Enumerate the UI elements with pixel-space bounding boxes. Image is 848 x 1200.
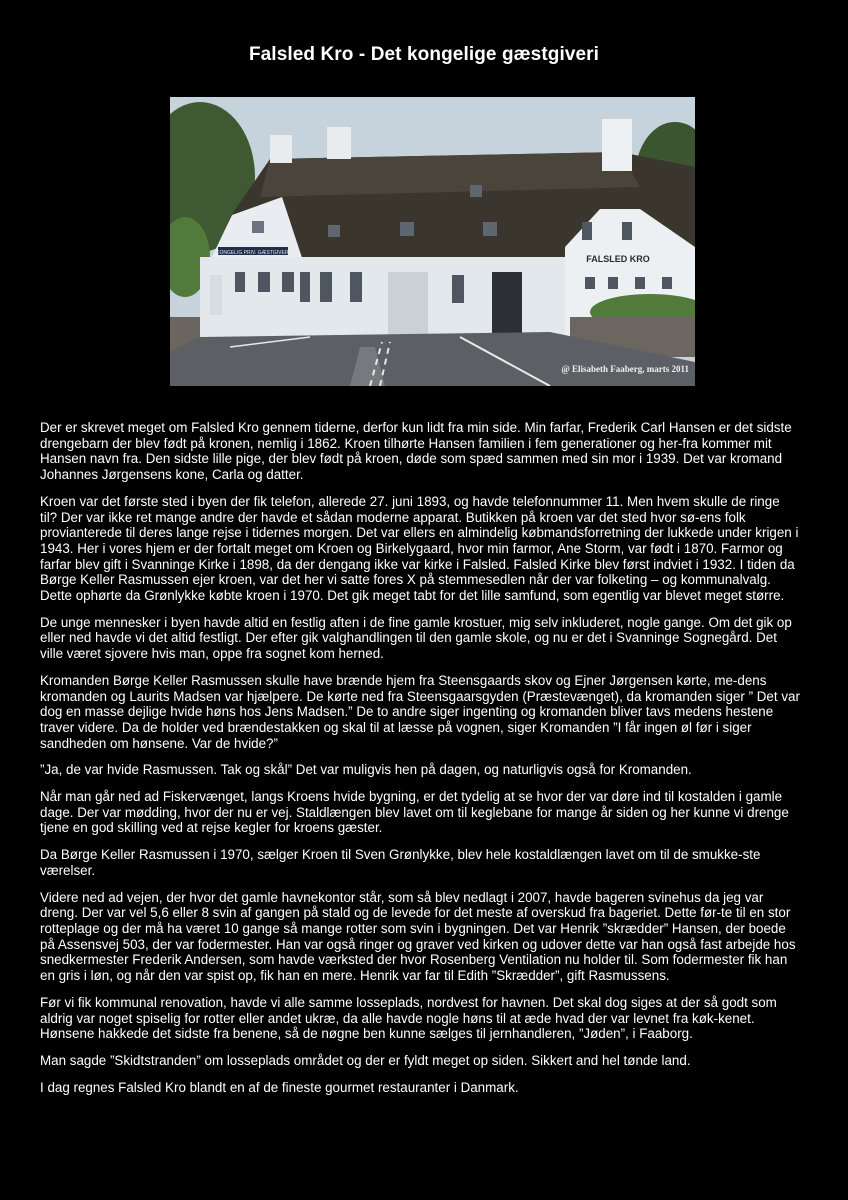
paragraph: Da Børge Keller Rasmussen i 1970, sælger Kroen til Sven Grønlykke, blev hele kostaldlængen lavet om til de smukke-ste værelser.: [40, 847, 761, 878]
paragraph: Man sagde ”Skidtstranden” om losseplads området og der er fyldt meget op siden. Sikkert and hel tønde land.: [40, 1052, 691, 1068]
inn-photo-drawing: [170, 97, 695, 386]
wall-sign-text: FALSLED KRO: [586, 254, 650, 264]
inn-photo: [170, 97, 695, 386]
paragraph: Når man går ned ad Fiskervænget, langs Kroens hvide bygning, er det tydelig at se hvor der var døre ind til kostalden i gamle dage. Der var mødding, hvor der nu er vej. Staldlængen blev lavet om til keglebane for mange år siden og her kunne vi drenge tjene en god skilling ved at rejse kegler for kroens gæster.: [40, 789, 789, 836]
paragraph: Videre ned ad vejen, der hvor det gamle havnekontor står, som så blev nedlagt i 2007, havde bageren svinehus da jeg var dreng. Der var vel 5,6 eller 8 svin af gangen på stald og de levede for det meste af overskud fra bageriet. Dette før-te til en stor rotteplage og der må ha været 10 gange så mange rotter som svin i bygningen. Det var Henrik ”skrædder” Hansen, der boede på Assensvej 503, der var fodermester. Han var også ringer og graver ved kirken og udover dette var han også fast arbejde hos snedkermester Frederik Andersen, som havde værksted der hvor Rosenberg Ventilation nu holder til. Som fodermester fik han en gris i løn, og når den var spist op, fik han en mere. Henrik var far til Edith ”Skrædder”, gift Rasmussens.: [40, 889, 796, 984]
photo-credit: @ Elisabeth Faaberg, marts 2011: [561, 364, 689, 374]
paragraph: Der er skrevet meget om Falsled Kro gennem tiderne, derfor kun lidt fra min side. Min farfar, Frederik Carl Hansen er det sidste drengebarn der blev født på kronen, nemlig i 1862. Kroen tilhørte Hansen familien i fem generationer og her-fra kommer mit Hansen navn fra. Den sidste lille pige, der blev født på kroen, døde som spæd sammen med sin mor i 1939. Det var kromand Johannes Jørgensens kone, Carla og datter.: [40, 420, 792, 483]
gable-sign-text: KONGELIG PRIV. GÆSTGIVERI: [216, 250, 290, 256]
article-body: [40, 420, 800, 1106]
paragraph: ”Ja, de var hvide Rasmussen. Tak og skål” Det var muligvis hen på dagen, og naturligvis også for Kromanden.: [40, 762, 692, 778]
paragraph: Før vi fik kommunal renovation, havde vi alle samme losseplads, nordvest for havnen. Det skal dog siges at der så godt som aldrig var noget spiselig for rotter eller andet ukræ, da alle havde nogle høns til at æde hvad der var levnet fra køk-kenet. Hønsene hakkede det sidste fra benene, så de nøgne ben kunne sælges til jernhandleren, ”Jøden”, i Faaborg.: [40, 994, 777, 1042]
paragraph: Kroen var det første sted i byen der fik telefon, allerede 27. juni 1893, og havde telefonnummer 11. Men hvem skulle de ringe til? Der var ikke ret mange andre der havde et sådan moderne apparat. Butikken på kroen var det sted hvor sø-ens folk provianterede til deres lange rejse i tidernes morgen. Det var ellers en almindelig købmandsforretning der lukkede under krigen i 1943. Her i vores hjem er der fortalt meget om Kroen og Birkelygaard, hvor min farmor, Ane Storm, var født i 1870. Farmor og farfar blev gift i Svanninge Kirke i 1898, da der dengang ikke var kirke i Falsled. Falsled Kirke blev først indviet i 1932. I tiden da Børge Keller Rasmussen ejer kroen, var det her vi satte fores X på stemmesedlen når der var folketing – og kommunalvalg. Dette ophørte da Grønlykke købte kroen i 1970. Det gik meget tabt for det lille samfund, som egentlig var blevet meget større.: [40, 493, 799, 604]
paragraph: Kromanden Børge Keller Rasmussen skulle have brænde hjem fra Steensgaards skov og Ejner Jørgensen kørte, me-dens kromanden og Laurits Madsen var hjælpere. De kørte ned fra Steensgaarsgyden (Præstevænget), da kromanden siger ” Det var dog en masse dejlige hvide høns hos Jens Madsen.” De to andre siger ingenting og kromanden bliver tavs medens hestene traver videre. Da de holder ved brændestakken og skal til at læsse på vognen, siger Kromanden ”I får ingen øl før i siger sandheden om hønsene. Var de hvide?”: [40, 672, 800, 751]
page-title: Falsled Kro - Det kongelige gæstgiveri: [248, 44, 600, 65]
paragraph: I dag regnes Falsled Kro blandt en af de fineste gourmet restauranter i Danmark.: [40, 1079, 519, 1095]
paragraph: De unge mennesker i byen havde altid en festlig aften i de fine gamle krostuer, mig selv inkluderet, nogle gange. Om det gik op eller ned havde vi det altid festligt. Der efter gik valghandlingen til den gamle skole, og nu er det i Svanninge Sognegård. Det ville været sjovere hvis man, oppe fra sognet kom herned.: [40, 614, 792, 662]
